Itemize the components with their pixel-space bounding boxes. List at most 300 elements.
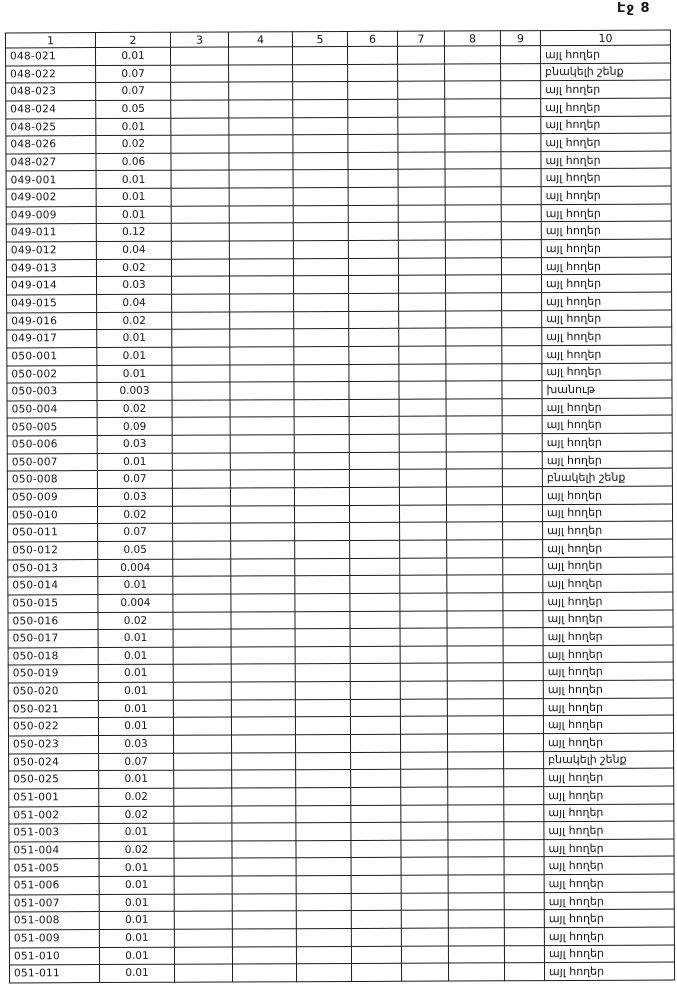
land-use-cell: այլ հողեր <box>541 221 671 239</box>
empty-cell <box>503 575 543 593</box>
area-value-cell: 0.09 <box>97 418 172 436</box>
parcel-code-cell: 049-015 <box>7 295 97 313</box>
empty-cell <box>349 417 399 435</box>
empty-cell <box>230 400 294 418</box>
parcel-code-cell: 050-003 <box>7 383 97 401</box>
parcel-code-cell: 049-014 <box>6 277 96 295</box>
parcel-code-cell: 049-002 <box>6 189 96 207</box>
empty-cell <box>397 46 444 64</box>
parcel-code-cell: 049-013 <box>6 259 96 277</box>
empty-cell <box>448 963 504 981</box>
empty-cell <box>399 505 446 523</box>
area-value-cell: 0.05 <box>98 541 173 559</box>
area-value-cell: 0.01 <box>99 912 174 930</box>
empty-cell <box>171 170 229 188</box>
empty-cell <box>232 788 296 806</box>
empty-cell <box>448 804 504 822</box>
parcel-code-cell: 048-024 <box>6 100 96 118</box>
empty-cell <box>229 82 293 100</box>
empty-cell <box>446 434 502 452</box>
parcel-code-cell: 050-018 <box>8 647 98 665</box>
parcel-code-cell: 050-020 <box>8 683 98 701</box>
empty-cell <box>171 135 229 153</box>
land-use-cell: այլ հողեր <box>543 662 673 680</box>
empty-cell <box>293 223 348 241</box>
area-value-cell: 0.02 <box>96 135 171 153</box>
empty-cell <box>501 81 541 99</box>
parcel-code-cell: 051-002 <box>9 806 99 824</box>
empty-cell <box>448 893 504 911</box>
empty-cell <box>173 611 231 629</box>
land-use-cell: այլ հողեր <box>543 733 673 751</box>
empty-cell <box>399 399 446 417</box>
empty-cell <box>399 487 446 505</box>
empty-cell <box>295 558 350 576</box>
empty-cell <box>448 769 504 787</box>
empty-cell <box>351 752 401 770</box>
parcel-code-cell: 050-014 <box>8 577 98 595</box>
empty-cell <box>295 611 350 629</box>
land-use-cell: այլ հողեր <box>542 398 672 416</box>
empty-cell <box>501 275 541 293</box>
empty-cell <box>231 682 295 700</box>
land-use-cell: այլ հողեր <box>541 151 671 169</box>
empty-cell <box>296 876 351 894</box>
empty-cell <box>503 681 543 699</box>
empty-cell <box>231 576 295 594</box>
area-value-cell: 0.01 <box>99 894 174 912</box>
empty-cell <box>448 945 504 963</box>
land-use-cell: այլ հողեր <box>541 98 671 116</box>
empty-cell <box>351 822 401 840</box>
area-value-cell: 0.01 <box>99 876 174 894</box>
empty-cell <box>174 806 232 824</box>
empty-cell <box>231 629 295 647</box>
empty-cell <box>446 487 502 505</box>
empty-cell <box>501 257 541 275</box>
empty-cell <box>445 169 501 187</box>
empty-cell <box>399 346 446 364</box>
empty-cell <box>348 187 398 205</box>
area-value-cell: 0.01 <box>99 929 174 947</box>
empty-cell <box>401 858 448 876</box>
empty-cell <box>294 452 349 470</box>
column-header: 1 <box>5 33 95 48</box>
empty-cell <box>296 805 351 823</box>
empty-cell <box>349 434 399 452</box>
empty-cell <box>504 875 544 893</box>
area-value-cell: 0.04 <box>97 294 172 312</box>
empty-cell <box>230 470 294 488</box>
empty-cell <box>348 258 398 276</box>
parcel-code-cell: 050-023 <box>8 736 98 754</box>
area-value-cell: 0.01 <box>96 118 171 136</box>
area-value-cell: 0.02 <box>99 806 174 824</box>
empty-cell <box>231 523 295 541</box>
empty-cell <box>173 559 231 577</box>
area-value-cell: 0.04 <box>96 241 171 259</box>
empty-cell <box>399 311 446 329</box>
parcel-code-cell: 050-024 <box>9 753 99 771</box>
area-value-cell: 0.01 <box>98 718 173 736</box>
parcel-code-cell: 050-015 <box>8 594 98 612</box>
empty-cell <box>229 188 293 206</box>
empty-cell <box>230 329 294 347</box>
empty-cell <box>401 946 448 964</box>
empty-cell <box>348 64 398 82</box>
empty-cell <box>351 787 401 805</box>
empty-cell <box>504 892 544 910</box>
empty-cell <box>230 452 294 470</box>
empty-cell <box>504 928 544 946</box>
land-use-cell: այլ հողեր <box>543 680 673 698</box>
empty-cell <box>232 929 296 947</box>
empty-cell <box>502 310 542 328</box>
empty-cell <box>502 398 542 416</box>
empty-cell <box>502 328 542 346</box>
empty-cell <box>445 187 501 205</box>
empty-cell <box>173 629 231 647</box>
empty-cell <box>448 910 504 928</box>
empty-cell <box>294 435 349 453</box>
column-header: 6 <box>347 31 397 46</box>
land-use-cell: այլ հողեր <box>544 927 674 945</box>
column-header: 7 <box>397 31 444 46</box>
table-row <box>9 962 674 983</box>
empty-cell <box>295 593 350 611</box>
empty-cell <box>401 875 448 893</box>
column-header: 9 <box>500 31 540 46</box>
land-use-cell: այլ հողեր <box>543 521 673 539</box>
area-value-cell: 0.01 <box>99 859 174 877</box>
empty-cell <box>445 152 501 170</box>
parcel-code-cell: 050-002 <box>7 365 97 383</box>
parcel-code-cell: 051-011 <box>9 965 99 983</box>
area-value-cell: 0.02 <box>97 506 172 524</box>
land-use-cell: այլ հողեր <box>543 574 673 592</box>
empty-cell <box>445 205 501 223</box>
empty-cell <box>348 205 398 223</box>
empty-cell <box>447 734 503 752</box>
area-value-cell: 0.02 <box>97 312 172 330</box>
land-use-cell: այլ հողեր <box>543 539 673 557</box>
empty-cell <box>173 735 231 753</box>
parcel-code-cell: 051-003 <box>9 824 99 842</box>
empty-cell <box>293 170 348 188</box>
land-use-cell: այլ հողեր <box>543 557 673 575</box>
empty-cell <box>349 311 399 329</box>
land-use-cell: այլ հողեր <box>544 804 674 822</box>
empty-cell <box>445 63 501 81</box>
empty-cell <box>504 804 544 822</box>
empty-cell <box>401 769 448 787</box>
empty-cell <box>351 858 401 876</box>
column-header: 5 <box>292 31 347 46</box>
empty-cell <box>398 117 445 135</box>
empty-cell <box>447 557 503 575</box>
empty-cell <box>349 346 399 364</box>
empty-cell <box>230 294 294 312</box>
empty-cell <box>231 646 295 664</box>
area-value-cell: 0.01 <box>98 576 173 594</box>
empty-cell <box>401 893 448 911</box>
empty-cell <box>295 629 350 647</box>
empty-cell <box>350 540 400 558</box>
empty-cell <box>504 857 544 875</box>
empty-cell <box>294 399 349 417</box>
land-use-cell: այլ հողեր <box>543 698 673 716</box>
empty-cell <box>504 963 544 981</box>
empty-cell <box>398 81 445 99</box>
empty-cell <box>349 470 399 488</box>
area-value-cell: 0.07 <box>98 524 173 542</box>
area-value-cell: 0.02 <box>99 788 174 806</box>
parcel-code-cell: 050-007 <box>7 453 97 471</box>
land-use-cell: այլ հողեր <box>541 274 671 292</box>
empty-cell <box>295 682 350 700</box>
empty-cell <box>294 382 349 400</box>
empty-cell <box>398 258 445 276</box>
empty-cell <box>448 875 504 893</box>
parcel-code-cell: 050-009 <box>7 489 97 507</box>
empty-cell <box>350 611 400 629</box>
empty-cell <box>231 735 295 753</box>
empty-cell <box>295 717 350 735</box>
empty-cell <box>174 876 232 894</box>
parcel-code-cell: 048-022 <box>6 65 96 83</box>
area-value-cell: 0.01 <box>98 700 173 718</box>
empty-cell <box>293 82 348 100</box>
area-value-cell: 0.004 <box>98 594 173 612</box>
empty-cell <box>230 435 294 453</box>
empty-cell <box>445 257 501 275</box>
land-use-cell: այլ հողեր <box>542 451 672 469</box>
land-use-cell: այլ հողեր <box>543 645 673 663</box>
area-value-cell: 0.02 <box>97 400 172 418</box>
empty-cell <box>174 858 232 876</box>
empty-cell <box>295 576 350 594</box>
empty-cell <box>446 328 502 346</box>
empty-cell <box>445 222 501 240</box>
area-value-cell: 0.01 <box>98 665 173 683</box>
empty-cell <box>229 205 293 223</box>
empty-cell <box>232 858 296 876</box>
empty-cell <box>230 505 294 523</box>
empty-cell <box>399 364 446 382</box>
parcel-code-cell: 051-001 <box>9 788 99 806</box>
area-value-cell: 0.01 <box>96 206 171 224</box>
empty-cell <box>444 46 500 64</box>
empty-cell <box>173 717 231 735</box>
area-value-cell: 0.004 <box>98 559 173 577</box>
empty-cell <box>503 522 543 540</box>
empty-cell <box>173 523 231 541</box>
empty-cell <box>503 628 543 646</box>
land-use-cell: բնակելի շենք <box>541 63 671 81</box>
empty-cell <box>174 770 232 788</box>
column-header: 8 <box>444 31 500 46</box>
land-use-cell: բնակելի շենք <box>542 468 672 486</box>
area-value-cell: 0.05 <box>96 100 171 118</box>
land-use-cell: այլ հողեր <box>543 610 673 628</box>
empty-cell <box>350 593 400 611</box>
empty-cell <box>401 752 448 770</box>
empty-cell <box>445 81 501 99</box>
empty-cell <box>293 152 348 170</box>
parcel-code-cell: 048-025 <box>6 118 96 136</box>
area-value-cell: 0.12 <box>96 224 171 242</box>
empty-cell <box>172 312 230 330</box>
parcel-code-cell: 051-009 <box>9 930 99 948</box>
empty-cell <box>447 663 503 681</box>
empty-cell <box>503 663 543 681</box>
empty-cell <box>349 399 399 417</box>
area-value-cell: 0.07 <box>96 65 171 83</box>
parcel-code-cell: 050-006 <box>7 436 97 454</box>
land-use-cell: այլ հողեր <box>544 821 674 839</box>
parcel-code-cell: 049-017 <box>7 330 97 348</box>
empty-cell <box>400 611 447 629</box>
land-use-cell: այլ հողեր <box>541 186 671 204</box>
empty-cell <box>295 734 350 752</box>
empty-cell <box>398 134 445 152</box>
empty-cell <box>503 610 543 628</box>
empty-cell <box>350 646 400 664</box>
empty-cell <box>446 346 502 364</box>
empty-cell <box>400 522 447 540</box>
empty-cell <box>400 646 447 664</box>
empty-cell <box>447 681 503 699</box>
parcel-code-cell: 049-009 <box>6 206 96 224</box>
empty-cell <box>296 823 351 841</box>
empty-cell <box>501 169 541 187</box>
empty-cell <box>445 275 501 293</box>
empty-cell <box>229 64 293 82</box>
empty-cell <box>173 576 231 594</box>
empty-cell <box>446 381 502 399</box>
area-value-cell: 0.01 <box>99 823 174 841</box>
empty-cell <box>445 116 501 134</box>
empty-cell <box>502 451 542 469</box>
empty-cell <box>504 769 544 787</box>
area-value-cell: 0.07 <box>97 471 172 489</box>
empty-cell <box>501 134 541 152</box>
empty-cell <box>232 752 296 770</box>
empty-cell <box>295 646 350 664</box>
area-value-cell: 0.01 <box>95 47 170 65</box>
empty-cell <box>446 363 502 381</box>
empty-cell <box>504 910 544 928</box>
empty-cell <box>501 99 541 117</box>
empty-cell <box>348 276 398 294</box>
empty-cell <box>349 293 399 311</box>
land-use-cell: այլ հողեր <box>542 504 672 522</box>
empty-cell <box>351 840 401 858</box>
empty-cell <box>174 947 232 965</box>
empty-cell <box>172 382 230 400</box>
area-value-cell: 0.01 <box>97 453 172 471</box>
area-value-cell: 0.01 <box>97 365 172 383</box>
empty-cell <box>348 240 398 258</box>
area-value-cell: 0.02 <box>96 259 171 277</box>
empty-cell <box>503 698 543 716</box>
parcel-code-cell: 051-008 <box>9 912 99 930</box>
empty-cell <box>232 911 296 929</box>
empty-cell <box>351 893 401 911</box>
empty-cell <box>294 487 349 505</box>
empty-cell <box>504 787 544 805</box>
empty-cell <box>502 346 542 364</box>
empty-cell <box>172 470 230 488</box>
land-use-cell: խանութ <box>542 380 672 398</box>
empty-cell <box>296 964 351 982</box>
empty-cell <box>230 364 294 382</box>
parcel-code-cell: 051-005 <box>9 859 99 877</box>
empty-cell <box>399 469 446 487</box>
area-value-cell: 0.003 <box>97 382 172 400</box>
empty-cell <box>348 170 398 188</box>
empty-cell <box>232 876 296 894</box>
land-use-cell: այլ հողեր <box>542 292 672 310</box>
empty-cell <box>399 416 446 434</box>
empty-cell <box>348 82 398 100</box>
empty-cell <box>447 593 503 611</box>
empty-cell <box>398 152 445 170</box>
empty-cell <box>293 241 348 259</box>
land-use-cell: այլ հողեր <box>543 715 673 733</box>
empty-cell <box>171 118 229 136</box>
empty-cell <box>171 276 229 294</box>
empty-cell <box>447 540 503 558</box>
column-header: 2 <box>95 32 170 47</box>
parcel-code-cell: 050-022 <box>8 718 98 736</box>
empty-cell <box>229 135 293 153</box>
empty-cell <box>398 170 445 188</box>
empty-cell <box>399 434 446 452</box>
empty-cell <box>293 276 348 294</box>
empty-cell <box>351 964 401 982</box>
area-value-cell: 0.01 <box>99 965 174 983</box>
empty-cell <box>172 347 230 365</box>
empty-cell <box>401 840 448 858</box>
empty-cell <box>401 805 448 823</box>
land-use-cell: այլ հողեր <box>544 945 674 963</box>
area-value-cell: 0.07 <box>99 753 174 771</box>
land-use-cell: այլ հողեր <box>544 874 674 892</box>
empty-cell <box>230 382 294 400</box>
empty-cell <box>447 610 503 628</box>
empty-cell <box>294 470 349 488</box>
empty-cell <box>174 823 232 841</box>
parcel-code-cell: 050-016 <box>8 612 98 630</box>
empty-cell <box>232 770 296 788</box>
empty-cell <box>502 381 542 399</box>
area-value-cell: 0.03 <box>96 277 171 295</box>
empty-cell <box>172 417 230 435</box>
empty-cell <box>448 787 504 805</box>
empty-cell <box>294 417 349 435</box>
empty-cell <box>398 64 445 82</box>
empty-cell <box>447 698 503 716</box>
land-use-cell: այլ հողեր <box>542 433 672 451</box>
empty-cell <box>399 293 446 311</box>
empty-cell <box>446 399 502 417</box>
empty-cell <box>501 204 541 222</box>
area-value-cell: 0.03 <box>97 488 172 506</box>
land-use-cell: այլ հողեր <box>541 204 671 222</box>
empty-cell <box>171 153 229 171</box>
parcel-code-cell: 049-016 <box>7 312 97 330</box>
